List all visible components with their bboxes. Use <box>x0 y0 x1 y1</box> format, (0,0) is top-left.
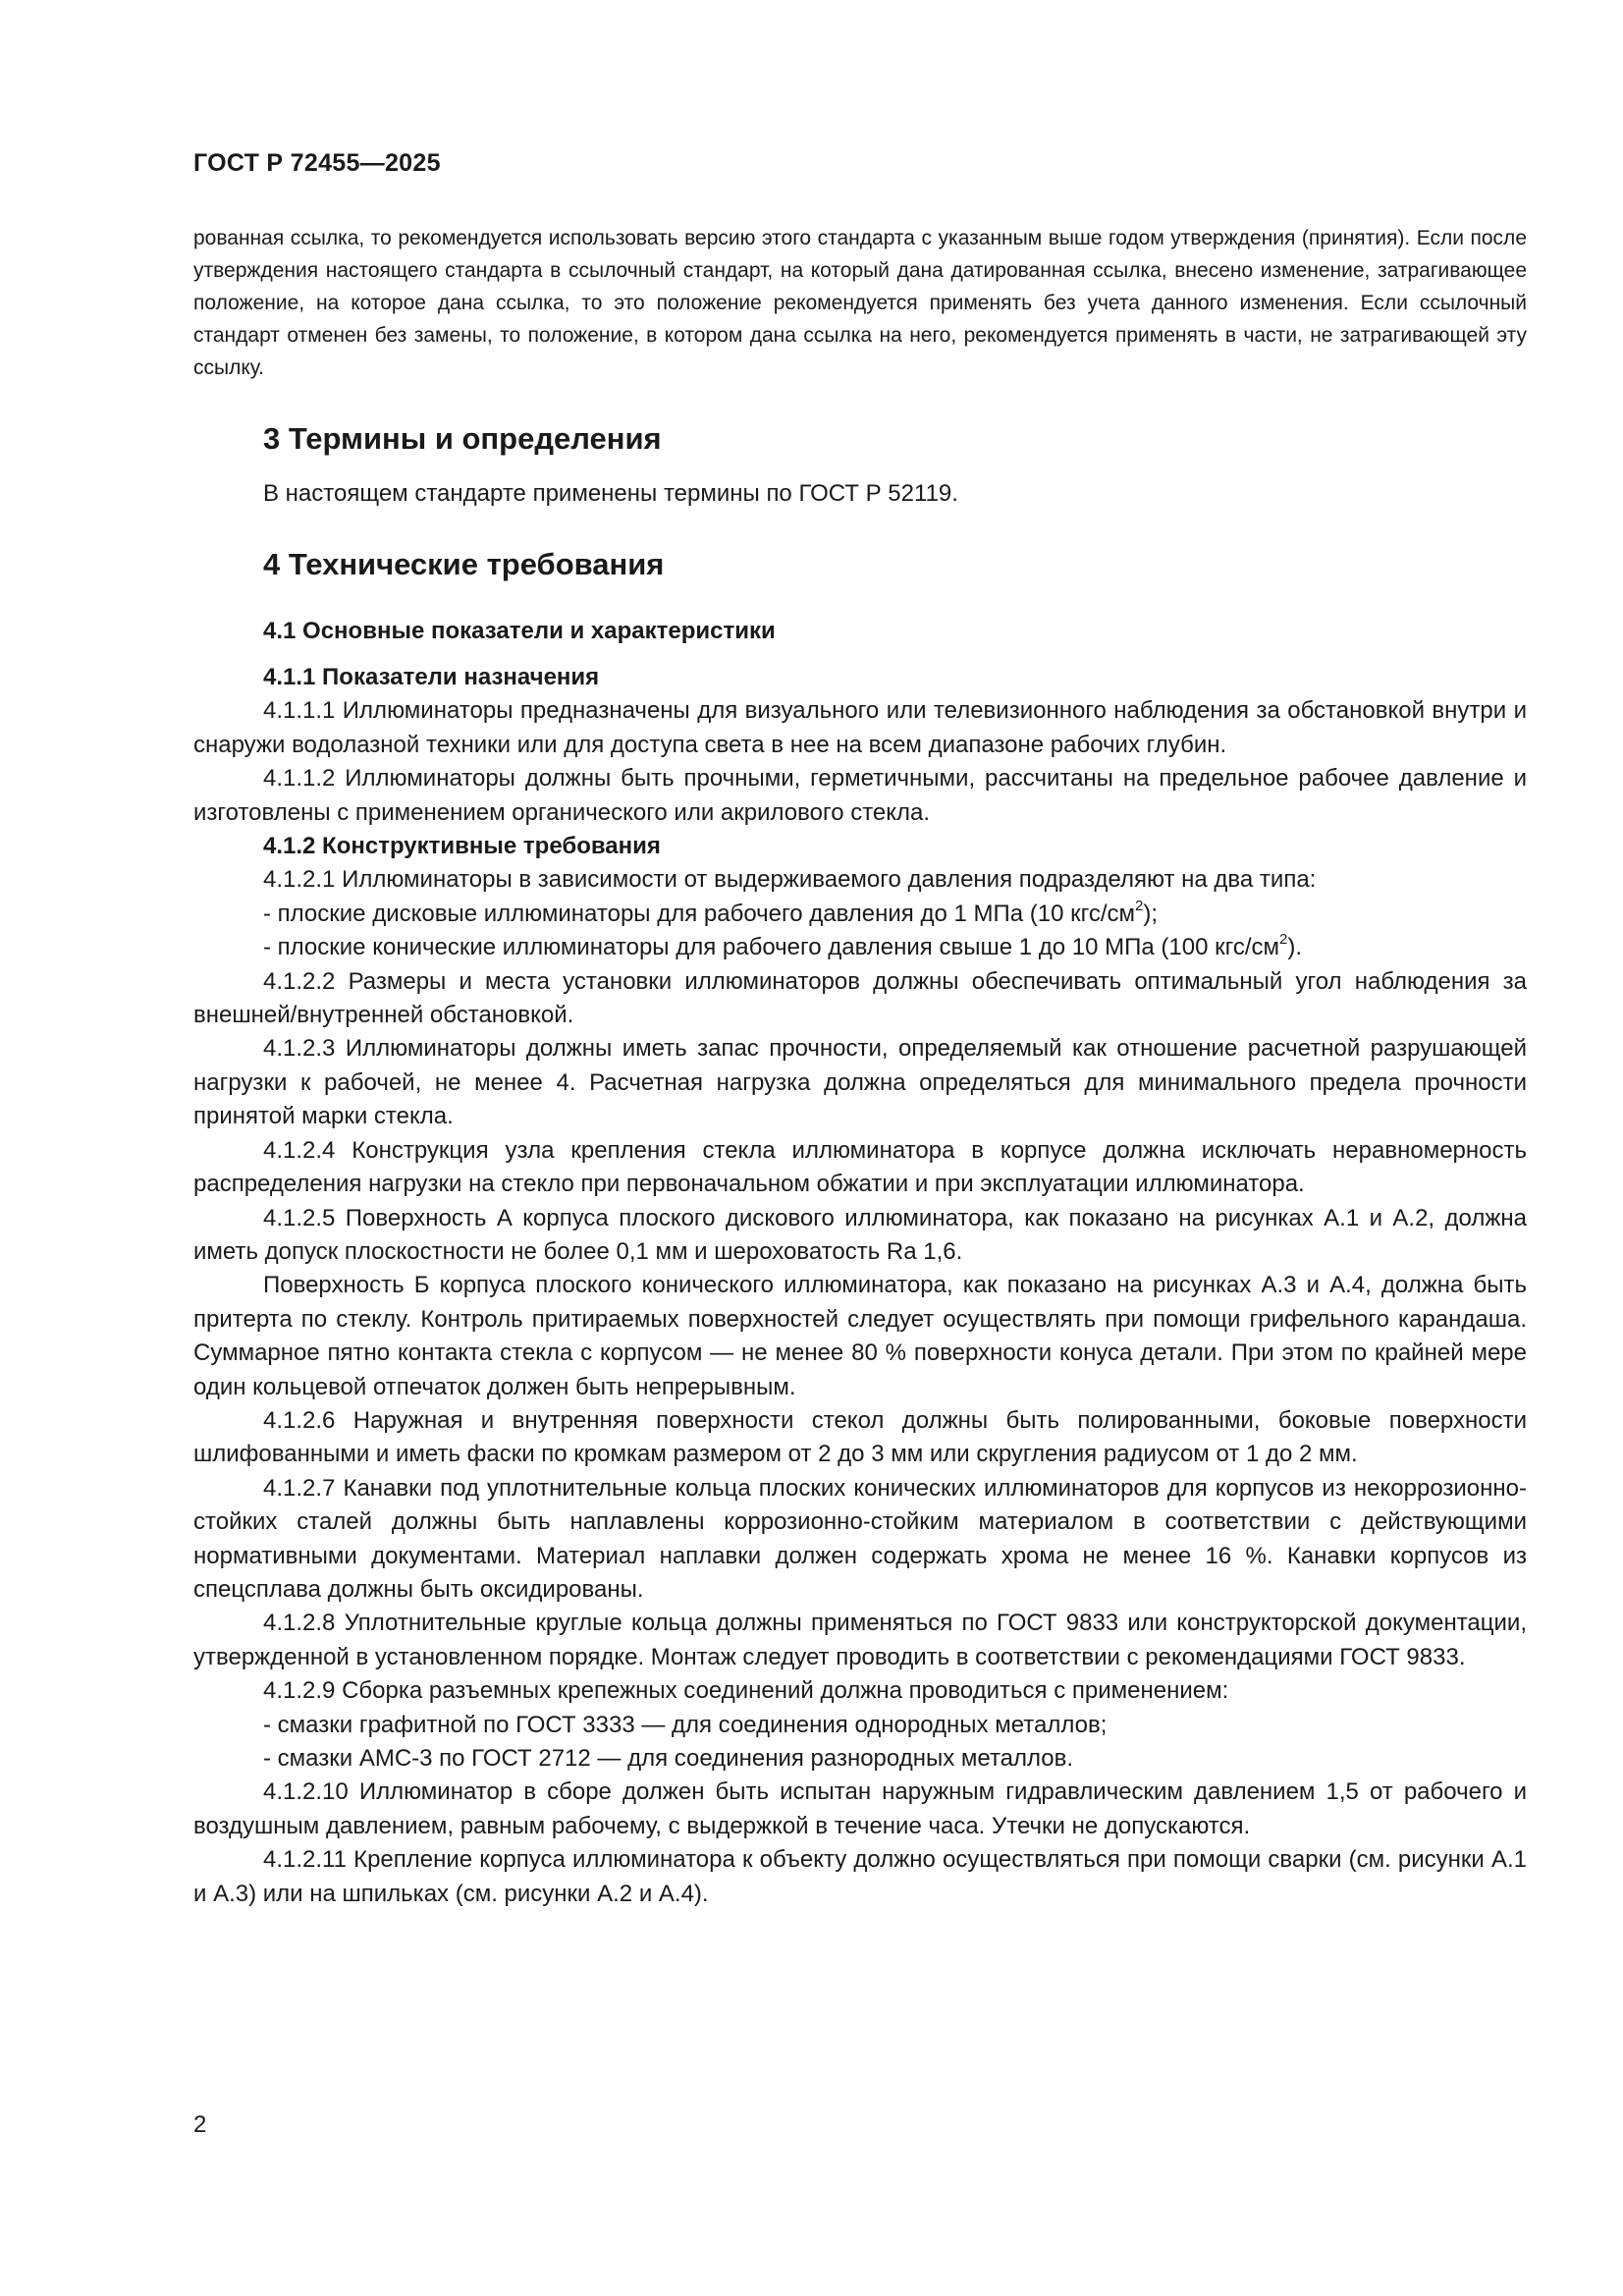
page-number: 2 <box>193 2111 207 2138</box>
clause-text-tail: ). <box>1287 934 1303 961</box>
superscript: 2 <box>1135 897 1144 914</box>
clause-paragraph <box>193 1269 1527 1404</box>
clause-text: 4.1.2.9 Сборка разъемных крепежных соединений должна проводиться с применением: <box>263 1677 1229 1705</box>
superscript: 2 <box>1279 931 1288 949</box>
clause-text: 4.1.1 Показатели назначения <box>263 664 600 690</box>
clause-text: 4.1.2.1 Иллюминаторы в зависимости от выдерживаемого давления подразделяют на два типа: <box>263 866 1317 894</box>
clause-paragraph <box>193 1404 1527 1472</box>
clause-text: - плоские дисковые иллюминаторы для рабочего давления до 1 МПа (10 кгс/см <box>263 900 1135 927</box>
clause-text: 4.1.1.1 Иллюминаторы предназначены для визуального или телевизионного наблюдения за обстановкой внутри и снаружи водолазной техники или для доступа света в нее на всем диапазоне рабочих глубин. <box>193 697 1527 758</box>
clause-text: 4.1.2.6 Наружная и внутренняя поверхности стекол должны быть полированными, боковые поверхности шлифованными и иметь фаски по кромкам размером от 2 до 3 мм или скругления радиусом от 1 до 2 мм. <box>193 1406 1527 1468</box>
section-4-body <box>193 661 1527 1911</box>
section-4-title: 4 Технические требования <box>263 547 665 581</box>
clause-text: 4.1.2.5 Поверхность А корпуса плоского дискового иллюминатора, как показано на рисунках А.1 и А.2, должна иметь допуск плоскостности не более 0,1 мм и шероховатость Ra 1,6. <box>193 1204 1527 1265</box>
clause-paragraph <box>193 762 1527 830</box>
clause-text: 4.1.2.10 Иллюминатор в сборе должен быть испытан наружным гидравлическим давлением 1,5 от рабочего и воздушным давлением, равным рабочему, с выдержкой в течение часа. Утечки не допускаются. <box>193 1778 1527 1839</box>
list-item <box>193 898 1527 931</box>
list-item <box>193 931 1527 964</box>
clause-text: 4.1.2.2 Размеры и места установки иллюминаторов должны обеспечивать оптимальный угол наблюдения за внешней/внутренней обстановкой. <box>193 967 1527 1029</box>
clause-paragraph <box>193 965 1527 1033</box>
document-header: ГОСТ Р 72455—2025 <box>193 149 441 177</box>
clause-text: 4.1.2.7 Канавки под уплотнительные кольца плоских конических иллюминаторов для корпусов из некоррозионно-стойких сталей должны быть наплавлены коррозионно-стойким материалом в соответствии с действующими нормативными документами. Материал наплавки должен содержать хрома не менее 16 %. Канавки корпусов из спецсплава должны быть оксидированы. <box>193 1474 1527 1603</box>
clause-text: 4.1.2 Конструктивные требования <box>263 833 661 860</box>
intro-block <box>193 222 1527 384</box>
clause-paragraph <box>193 1472 1527 1608</box>
clause-heading <box>193 830 1527 863</box>
page-content <box>193 222 1527 1911</box>
clause-paragraph <box>193 863 1527 897</box>
clause-text: - смазки АМС-3 по ГОСТ 2712 — для соединения разнородных металлов. <box>263 1745 1074 1772</box>
clause-heading <box>193 661 1527 694</box>
clause-text: - плоские конические иллюминаторы для рабочего давления свыше 1 до 10 МПа (100 кгс/см <box>263 934 1279 961</box>
clause-paragraph <box>193 1843 1527 1911</box>
clause-paragraph <box>193 1134 1527 1202</box>
clause-paragraph <box>193 1776 1527 1843</box>
clause-text: 4.1.2.4 Конструкция узла крепления стекла иллюминатора в корпусе должна исключать неравномерность распределения нагрузки на стекло при первоначальном обжатии и при эксплуатации иллюминатора. <box>193 1136 1527 1198</box>
clause-paragraph <box>193 694 1527 762</box>
section-3-title: 3 Термины и определения <box>263 421 662 456</box>
clause-text: Поверхность Б корпуса плоского конического иллюминатора, как показано на рисунках А.3 и А.4, должна быть притерта по стеклу. Контроль притираемых поверхностей следует осуществлять при помощи грифельного карандаша. Суммарное пятно контакта стекла с корпусом — не менее 80 % поверхности конуса детали. При этом по крайней мере один кольцевой отпечаток должен быть непрерывным. <box>193 1272 1527 1400</box>
clause-text: 4.1.2.8 Уплотнительные круглые кольца должны применяться по ГОСТ 9833 или конструкторской документации, утвержденной в установленном порядке. Монтаж следует проводить в соответствии с рекомендациями ГОСТ 9833. <box>193 1610 1527 1670</box>
clause-text: - смазки графитной по ГОСТ 3333 — для соединения однородных металлов; <box>263 1711 1108 1738</box>
intro-paragraph: рованная ссылка, то рекомендуется использовать версию этого стандарта с указанным выше годом утверждения (принятия). Если после утверждения настоящего стандарта в ссылочный стандарт, на который дана датированная ссылка, внесено изменение, затрагивающее положение, на которое дана ссылка, то это положение рекомендуется применять без учета данного изменения. Если ссылочный стандарт отменен без замены, то положение, в котором дана ссылка на него, рекомендуется применять в части, не затрагивающей эту ссылку. <box>193 227 1527 379</box>
clause-text: 4.1.1.2 Иллюминаторы должны быть прочными, герметичными, рассчитаны на предельное рабочее давление и изготовлены с применением органического или акрилового стекла. <box>193 765 1527 826</box>
list-item <box>193 1742 1527 1776</box>
clause-paragraph <box>193 1674 1527 1708</box>
section-3-text: В настоящем стандарте применены термины по ГОСТ Р 52119. <box>263 480 958 507</box>
clause-paragraph <box>193 1607 1527 1674</box>
clause-paragraph <box>193 1202 1527 1270</box>
clause-text-tail: ); <box>1143 900 1159 927</box>
list-item <box>193 1709 1527 1742</box>
clause-text: 4.1.2.11 Крепление корпуса иллюминатора к объекту должно осуществляться при помощи сварки (см. рисунки А.1 и А.3) или на шпильках (см. рисунки А.2 и А.4). <box>193 1846 1527 1907</box>
subsection-4-1-title: 4.1 Основные показатели и характеристики <box>263 618 776 644</box>
clause-text: 4.1.2.3 Иллюминаторы должны иметь запас прочности, определяемый как отношение расчетной разрушающей нагрузки к рабочей, не менее 4. Расчетная нагрузка должна определяться для минимального предела прочности принятой марки стекла. <box>193 1035 1527 1130</box>
clause-paragraph <box>193 1032 1527 1133</box>
